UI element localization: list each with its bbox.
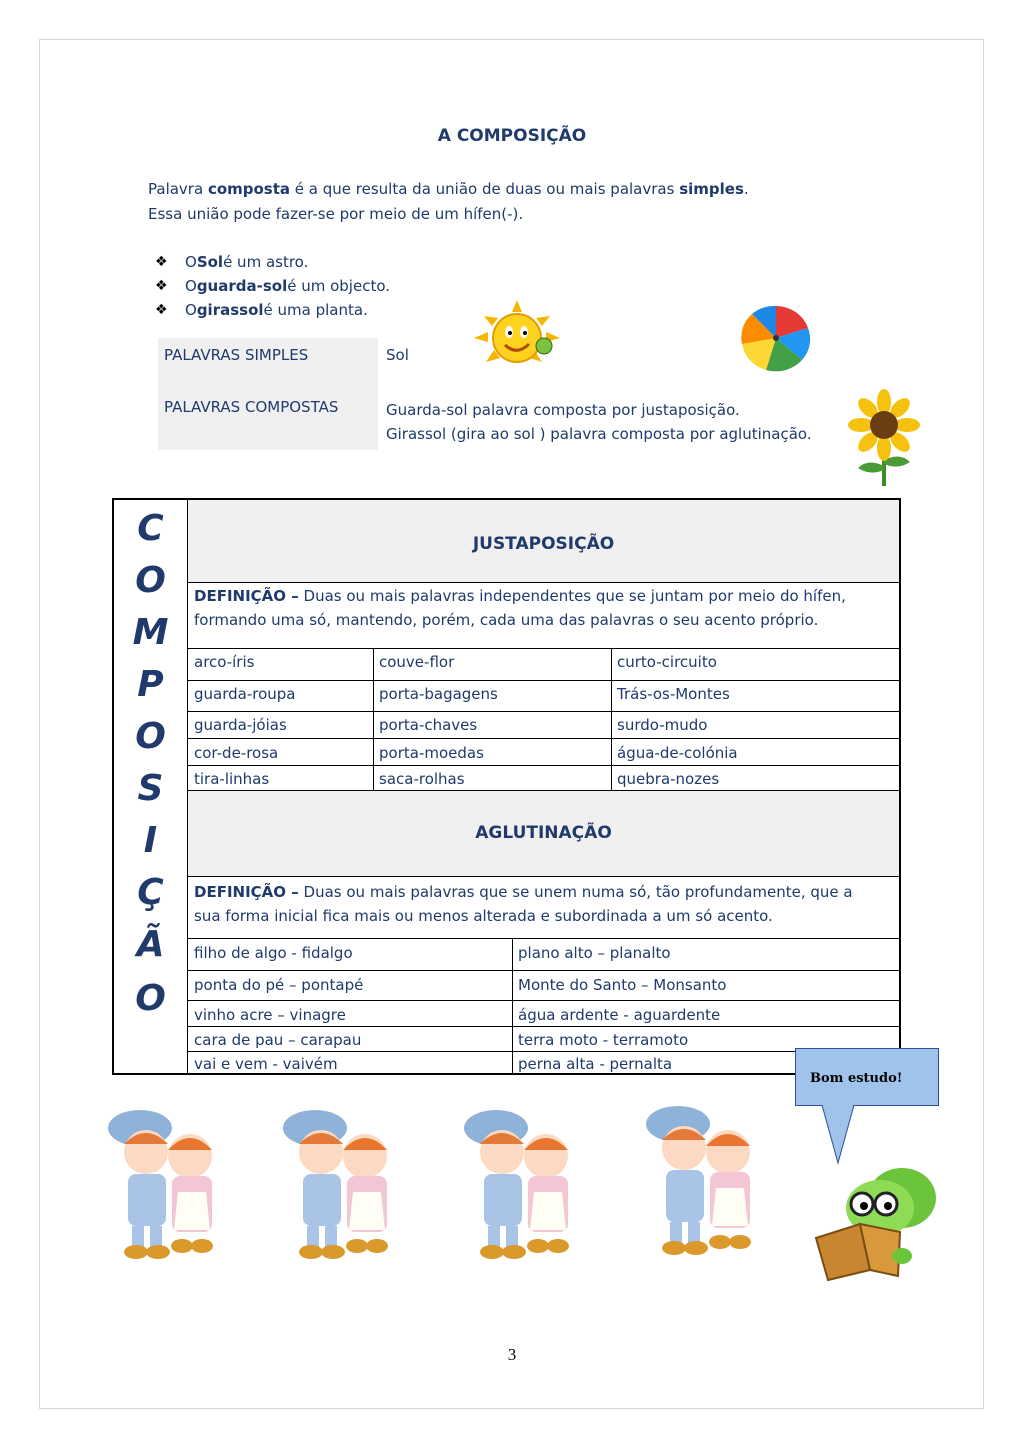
vertical-letter: S [137, 768, 164, 809]
table-cell: arco-íris [194, 653, 255, 671]
table-cell: couve-flor [379, 653, 455, 671]
justaposition-definition: DEFINIÇÃO – Duas ou mais palavras independentes que se juntam por meio do hífen, formando uma só, mantendo, porém, cada uma das palavras o seu acento próprio. [194, 587, 846, 629]
children-image [98, 1100, 238, 1265]
vertical-letter: I [143, 820, 158, 861]
justaposition-heading-band [188, 500, 899, 582]
justaposition-heading: JUSTAPOSIÇÃO [472, 534, 615, 554]
vertical-letter: C [137, 508, 164, 549]
table-cell: guarda-jóias [194, 716, 287, 734]
sun-image [472, 298, 562, 370]
page-number: 3 [507, 1345, 517, 1364]
bullet-item: ❖ O guarda-sol é um objecto. [155, 274, 390, 298]
table-cell: terra moto - terramoto [518, 1031, 689, 1049]
speech-bubble-tail [820, 1105, 860, 1165]
page-title: A COMPOSIÇÃO [437, 126, 587, 146]
children-image [273, 1100, 413, 1265]
vertical-letter: O [135, 978, 166, 1019]
table-cell: cara de pau – carapau [194, 1031, 362, 1049]
table-cell: saca-rolhas [379, 770, 465, 788]
table-cell: porta-chaves [379, 716, 478, 734]
umbrella-image [736, 302, 816, 374]
intro-paragraph [148, 177, 749, 227]
agglutination-heading-band [188, 791, 899, 876]
speech-bubble: Bom estudo! [795, 1048, 939, 1106]
table-cell: filho de algo - fidalgo [194, 944, 353, 962]
diamond-bullet-icon: ❖ [155, 278, 168, 294]
bullet-item: ❖ O girassol é uma planta. [155, 298, 390, 322]
children-image [454, 1100, 594, 1265]
table-cell: água-de-colónia [617, 744, 738, 762]
diamond-bullet-icon: ❖ [155, 302, 168, 318]
table-cell: porta-moedas [379, 744, 484, 762]
compound-words-value: Guarda-sol palavra composta por justaposição. Girassol (gira ao sol ) palavra composta por aglutinação. [386, 401, 812, 443]
intro-line-2: Essa união pode fazer-se por meio de um hífen(-). [148, 205, 524, 223]
agglutination-definition: DEFINIÇÃO – Duas ou mais palavras que se unem numa só, tão profundamente, que a sua forma inicial fica mais ou menos alterada e subordinada a um só acento. [194, 883, 853, 925]
diamond-bullet-icon: ❖ [155, 254, 168, 270]
bookworm-reading-image [810, 1160, 940, 1285]
children-image [636, 1096, 776, 1261]
intro-line-1: Palavra composta é a que resulta da união de duas ou mais palavras simples. [148, 180, 749, 198]
example-bullets [155, 250, 390, 322]
table-cell: vai e vem - vaivém [194, 1055, 338, 1073]
compound-words-label: PALAVRAS COMPOSTAS [164, 398, 339, 416]
table-cell: água ardente - aguardente [518, 1006, 721, 1024]
composition-table [112, 498, 901, 1075]
table-cell: surdo-mudo [617, 716, 708, 734]
table-cell: porta-bagagens [379, 685, 498, 703]
table-cell: guarda-roupa [194, 685, 296, 703]
vertical-word-column [114, 500, 188, 1073]
simple-words-label: PALAVRAS SIMPLES [164, 346, 309, 364]
table-cell: curto-circuito [617, 653, 717, 671]
bullet-item: ❖ O Sol é um astro. [155, 250, 390, 274]
table-cell: quebra-nozes [617, 770, 720, 788]
vertical-letter: Ç [137, 872, 164, 913]
sunflower-image [848, 388, 920, 486]
table-cell: vinho acre – vinagre [194, 1006, 346, 1024]
table-cell: tira-linhas [194, 770, 270, 788]
simple-words-value: Sol [386, 346, 409, 364]
agglutination-heading: AGLUTINAÇÃO [475, 823, 612, 843]
table-cell: ponta do pé – pontapé [194, 976, 364, 994]
table-cell: perna alta - pernalta [518, 1055, 673, 1073]
table-cell: cor-de-rosa [194, 744, 279, 762]
table-cell: plano alto – planalto [518, 944, 671, 962]
vertical-letter: Ã [136, 924, 165, 965]
vertical-letter: O [135, 560, 166, 601]
table-cell: Monte do Santo – Monsanto [518, 976, 727, 994]
vertical-letter: P [137, 664, 164, 705]
table-cell: Trás-os-Montes [617, 685, 730, 703]
vertical-letter: M [132, 612, 169, 653]
vertical-letter: O [135, 716, 166, 757]
